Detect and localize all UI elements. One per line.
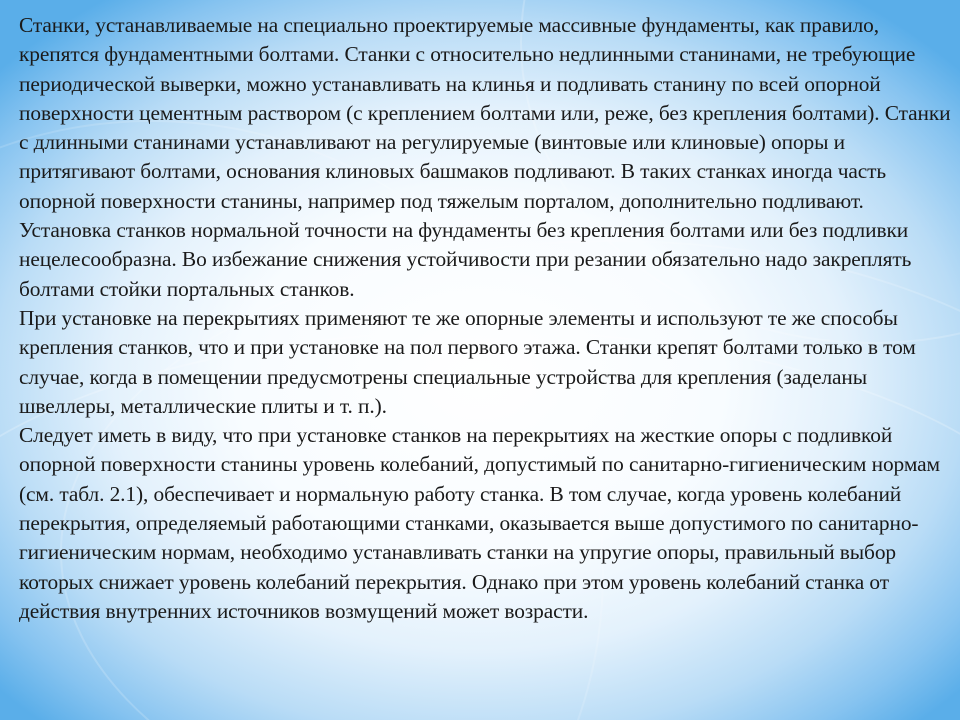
paragraph-vibration-levels: Следует иметь в виду, что при установке станков на перекрытиях на жесткие опоры с подливкой опорной поверхности станины уровень колебаний, допустимый по санитарно-гигиеническим нормам (см. табл. 2.1), обеспечивает и нормальную работу станка. В том случае, когда уровень колебаний перекрытия, определяемый работающими станками, оказывается выше допустимого по санитарно-гигиеническим нормам, необходимо устанавливать станки на упругие опоры, правильный выбор которых снижает уровень колебаний перекрытия. Однако при этом уровень колебаний станка от действия внутренних источников возмущений может возрасти. (19, 423, 940, 623)
paragraph-foundation-mounting: Станки, устанавливаемые на специально проектируемые массивные фундаменты, как правило, крепятся фундаментными болтами. Станки с относительно недлинными станинами, не требующие периодической выверки, можно устанавливать на клинья и подливать станину по всей опорной поверхности цементным раствором (с креплением болтами или, реже, без крепления болтами). Станки с длинными станинами устанавливают на регулируемые (винтовые или клиновые) опоры и притягивают болтами, основания клиновых башмаков подливают. В таких станках иногда часть опорной поверхности станины, например под тяжелым порталом, дополнительно подливают. Установка станков нормальной точности на фундаменты без крепления болтами или без подливки нецелесообразна. Во избежание снижения устойчивости при резании обязательно надо закреплять болтами стойки портальных станков. (19, 13, 951, 301)
slide-text-body (19, 11, 951, 626)
paragraph-floor-mounting: При установке на перекрытиях применяют те же опорные элементы и используют те же способы крепления станков, что и при установке на пол первого этажа. Станки крепят болтами только в том случае, когда в помещении предусмотрены специальные устройства для крепления (заделаны швеллеры, металлические плиты и т. п.). (19, 305, 916, 418)
